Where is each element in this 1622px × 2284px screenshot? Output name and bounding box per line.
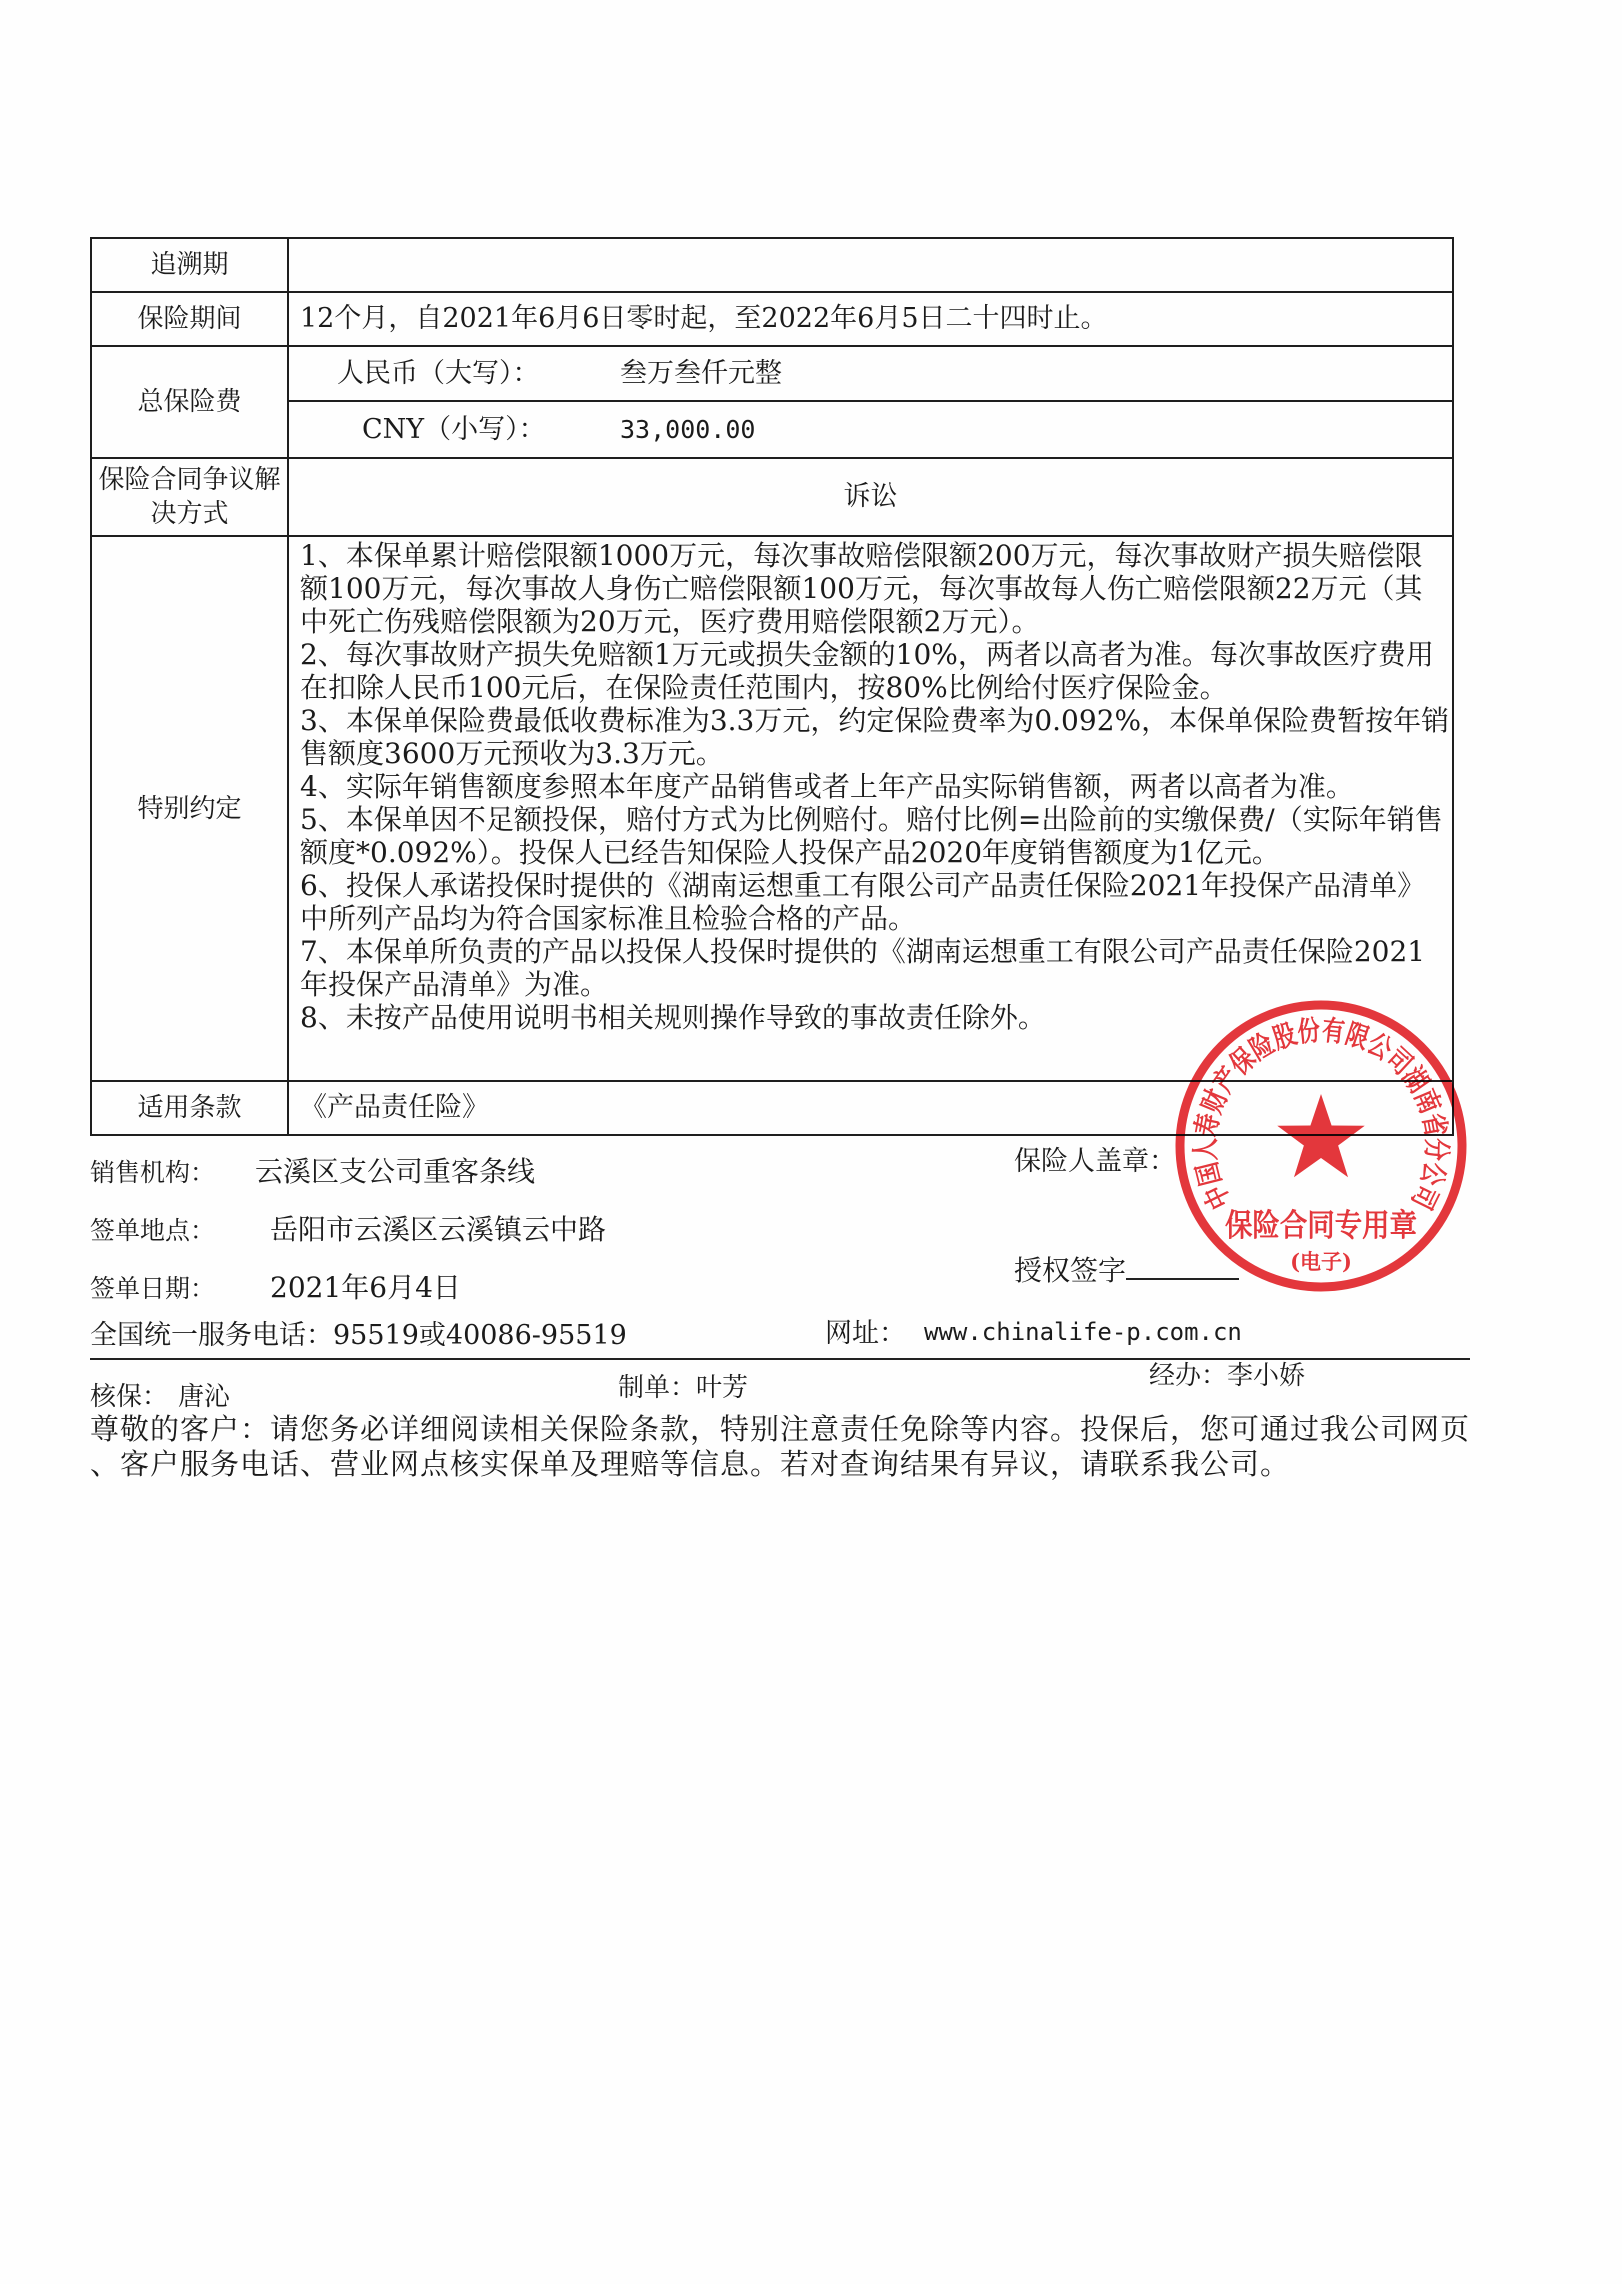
clause-item: 8、未按产品使用说明书相关规则操作导致的事故责任除外。 bbox=[300, 1001, 1046, 1034]
sales-org-value: 云溪区支公司重客条线 bbox=[255, 1155, 536, 1188]
dispute-resolution-value: 诉讼 bbox=[288, 458, 1453, 536]
sales-org-row bbox=[90, 1152, 535, 1192]
hotline-value: 95519或40086-95519 bbox=[333, 1320, 627, 1351]
notice-line: 尊敬的客户：请您务必详细阅读相关保险条款，特别注意责任免除等内容。投保后，您可通过我公司网页 bbox=[90, 1412, 1471, 1446]
clause-item: 6、投保人承诺投保时提供的《湖南运想重工有限公司产品责任保险2021年投保产品清单》中所列产品均为符合国家标准且检验合格的产品。 bbox=[300, 869, 1426, 935]
clause-item: 2、每次事故财产损失免赔额1万元或损失金额的10%，两者以高者为准。每次事故医疗费用在扣除人民币100元后，在保险责任范围内，按80%比例给付医疗保险金。 bbox=[300, 638, 1434, 704]
sign-place-value: 岳阳市云溪区云溪镇云中路 bbox=[270, 1213, 607, 1246]
policy-content bbox=[90, 237, 1475, 1482]
premium-uppercase-cell bbox=[288, 346, 1453, 401]
premium-lowercase-line bbox=[289, 413, 1452, 447]
premium-uppercase-label: 人民币（大写）： bbox=[337, 357, 540, 389]
insurance-period-label: 保险期间 bbox=[91, 292, 288, 346]
authorized-signature-label: 授权签字 bbox=[1014, 1254, 1127, 1287]
total-premium-label: 总保险费 bbox=[91, 346, 288, 458]
total-premium-row-lower bbox=[91, 401, 1453, 458]
sign-date-label: 签单日期： bbox=[90, 1274, 216, 1303]
staff-row bbox=[90, 1360, 1475, 1412]
underwriter-label: 核保： bbox=[90, 1382, 169, 1412]
hotline-label: 全国统一服务电话： bbox=[90, 1320, 333, 1351]
insurance-period-row bbox=[91, 292, 1453, 346]
handler-name: 李小娇 bbox=[1227, 1361, 1306, 1391]
stamp-sub-text: (电子) bbox=[1290, 1249, 1352, 1274]
sign-date-value: 2021年6月4日 bbox=[270, 1271, 461, 1304]
premium-lowercase-cell bbox=[288, 401, 1453, 458]
clause-item: 1、本保单累计赔偿限额1000万元，每次事故赔偿限额200万元，每次事故财产损失赔偿限额100万元，每次事故人身伤亡赔偿限额100万元，每次事故每人伤亡赔偿限额22万元（其中死亡伤残赔偿限额为20万元，医疗费用赔偿限额2万元）。 bbox=[300, 539, 1423, 638]
total-premium-row-upper bbox=[91, 346, 1453, 401]
underwriter-name: 唐沁 bbox=[178, 1382, 231, 1412]
insurer-seal-label: 保险人盖章： bbox=[1014, 1146, 1176, 1177]
sign-place-row bbox=[90, 1210, 606, 1250]
underwriter bbox=[90, 1377, 230, 1417]
insurer-seal-row bbox=[1014, 1142, 1176, 1182]
preparer-name: 叶芳 bbox=[696, 1373, 749, 1403]
dispute-resolution-label: 保险合同争议解决方式 bbox=[91, 458, 288, 536]
applicable-clauses-value: 《产品责任险》 bbox=[288, 1081, 1453, 1135]
sales-org-label: 销售机构： bbox=[90, 1158, 216, 1187]
stamp-star-icon bbox=[1277, 1094, 1365, 1177]
dispute-resolution-row bbox=[91, 458, 1453, 536]
sign-place-label: 签单地点： bbox=[90, 1216, 216, 1245]
stamp-center-text: 保险合同专用章 bbox=[1225, 1208, 1417, 1244]
premium-lowercase-value: 33,000.00 bbox=[620, 414, 756, 444]
trace-period-row bbox=[91, 238, 1453, 292]
website-label bbox=[825, 1314, 906, 1354]
premium-uppercase-line bbox=[289, 357, 1452, 391]
insurance-period-value: 12个月，自2021年6月6日零时起，至2022年6月5日二十四时止。 bbox=[288, 292, 1453, 346]
website-value bbox=[924, 1312, 1242, 1352]
customer-notice bbox=[90, 1412, 1475, 1482]
preparer bbox=[618, 1368, 748, 1408]
clause-item: 7、本保单所负责的产品以投保人投保时提供的《湖南运想重工有限公司产品责任保险2021年投保产品清单》为准。 bbox=[300, 935, 1426, 1001]
special-agreements-label: 特别约定 bbox=[91, 536, 288, 1081]
premium-lowercase-label: CNY（小写）： bbox=[362, 413, 546, 445]
trace-period-value bbox=[288, 238, 1453, 292]
insurer-seal-stamp bbox=[1161, 986, 1481, 1306]
notice-line: 、客户服务电话、营业网点核实保单及理赔等信息。若对查询结果有异议，请联系我公司。 bbox=[90, 1447, 1291, 1481]
premium-uppercase-value: 叁万叁仟元整 bbox=[620, 357, 782, 389]
website-url: www.chinalife-p.com.cn bbox=[924, 1318, 1242, 1346]
handler bbox=[1149, 1356, 1305, 1396]
handler-label: 经办： bbox=[1149, 1361, 1228, 1391]
clause-item: 4、实际年销售额度参照本年度产品销售或者上年产品实际销售额，两者以高者为准。 bbox=[300, 770, 1354, 803]
trace-period-label: 追溯期 bbox=[91, 238, 288, 292]
sign-date-row bbox=[90, 1268, 461, 1308]
hotline-row bbox=[90, 1316, 627, 1356]
applicable-clauses-label: 适用条款 bbox=[91, 1081, 288, 1135]
website-label-text: 网址： bbox=[825, 1318, 906, 1349]
preparer-label: 制单： bbox=[618, 1373, 697, 1403]
clause-item: 5、本保单因不足额投保，赔付方式为比例赔付。赔付比例=出险前的实缴保费/（实际年销售额度*0.092%）。投保人已经告知保险人投保产品2020年度销售额度为1亿元。 bbox=[300, 803, 1443, 869]
clause-item: 3、本保单保险费最低收费标准为3.3万元，约定保险费率为0.092%，本保单保险费暂按年销售额度3600万元预收为3.3万元。 bbox=[300, 704, 1450, 770]
stamp-ring-text-path: 中国人寿财产保险股份有限公司湖南省分公司 bbox=[1188, 1012, 1454, 1220]
